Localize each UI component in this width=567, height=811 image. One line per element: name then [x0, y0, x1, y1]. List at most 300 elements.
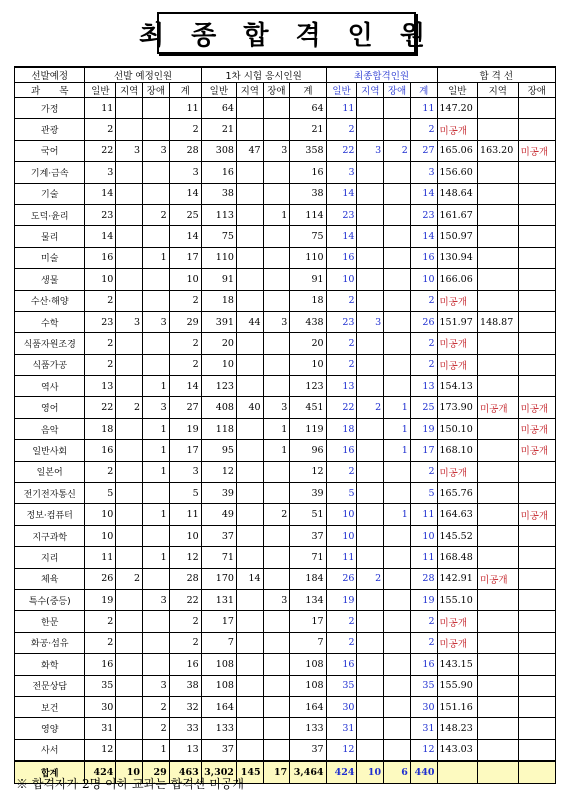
selection-cell: 1 — [143, 247, 170, 268]
title-box — [139, 12, 434, 54]
passed-cell — [384, 739, 411, 761]
selection-cell: 14 — [169, 376, 201, 397]
cutoff-cell — [478, 461, 519, 482]
table-row — [15, 632, 556, 653]
passed-cell: 10 — [326, 504, 357, 525]
selection-cell: 16 — [169, 654, 201, 675]
passed-cell: 22 — [326, 397, 357, 418]
cutoff-cell — [478, 269, 519, 290]
cutoff-cell — [478, 739, 519, 761]
applicant-cell: 12 — [290, 461, 326, 482]
table-row — [15, 98, 556, 119]
selection-cell: 23 — [85, 204, 116, 225]
subject-cell: 정보·컴퓨터 — [15, 504, 85, 525]
passed-cell — [384, 376, 411, 397]
applicant-cell: 3 — [263, 140, 290, 161]
selection-cell: 16 — [85, 247, 116, 268]
applicant-cell: 95 — [201, 440, 236, 461]
selection-cell: 10 — [169, 525, 201, 546]
passed-cell: 11 — [326, 547, 357, 568]
passed-cell — [357, 461, 384, 482]
passed-cell: 16 — [326, 247, 357, 268]
selection-cell — [116, 632, 143, 653]
passed-cell: 11 — [410, 98, 437, 119]
passed-cell: 2 — [410, 354, 437, 375]
table-row — [15, 269, 556, 290]
applicant-cell — [236, 547, 263, 568]
sub-header-cell: 일반 — [437, 83, 478, 98]
cutoff-cell — [478, 483, 519, 504]
passed-cell: 13 — [326, 376, 357, 397]
applicant-cell: 7 — [290, 632, 326, 653]
cutoff-cell — [478, 589, 519, 610]
cutoff-cell — [478, 204, 519, 225]
applicant-cell — [263, 226, 290, 247]
cutoff-cell: 165.06 — [437, 140, 478, 161]
subject-cell: 보건 — [15, 696, 85, 717]
passed-cell: 2 — [410, 461, 437, 482]
selection-cell: 3 — [143, 140, 170, 161]
applicant-cell: 110 — [290, 247, 326, 268]
subject-cell: 관광 — [15, 119, 85, 140]
passed-cell: 31 — [326, 718, 357, 739]
passed-cell: 14 — [326, 183, 357, 204]
passed-cell — [357, 611, 384, 632]
cutoff-cell — [478, 611, 519, 632]
applicant-cell: 38 — [201, 183, 236, 204]
passed-cell: 23 — [326, 204, 357, 225]
applicant-cell: 164 — [290, 696, 326, 717]
applicant-cell: 184 — [290, 568, 326, 589]
applicant-cell: 408 — [201, 397, 236, 418]
applicant-cell — [236, 119, 263, 140]
applicant-cell — [263, 333, 290, 354]
passed-cell — [357, 162, 384, 183]
applicant-cell — [263, 354, 290, 375]
passed-cell: 3 — [357, 140, 384, 161]
passed-cell — [357, 547, 384, 568]
passed-cell: 19 — [410, 589, 437, 610]
cutoff-cell — [518, 718, 555, 739]
applicant-cell — [263, 461, 290, 482]
passed-cell: 2 — [384, 140, 411, 161]
applicant-cell: 17 — [290, 611, 326, 632]
cutoff-cell: 168.48 — [437, 547, 478, 568]
applicant-cell: 113 — [201, 204, 236, 225]
applicant-cell: 3 — [263, 311, 290, 332]
results-table — [14, 66, 556, 784]
selection-cell: 3 — [143, 397, 170, 418]
subject-cell: 일반사회 — [15, 440, 85, 461]
selection-cell: 30 — [85, 696, 116, 717]
cutoff-cell — [478, 333, 519, 354]
selection-cell: 22 — [85, 397, 116, 418]
subject-cell: 화공·섬유 — [15, 632, 85, 653]
total-label: 합계 — [15, 761, 85, 783]
selection-cell — [143, 568, 170, 589]
passed-cell — [357, 632, 384, 653]
subject-cell: 물리 — [15, 226, 85, 247]
selection-cell: 3 — [116, 311, 143, 332]
selection-cell: 3 — [169, 461, 201, 482]
cutoff-cell — [518, 98, 555, 119]
applicant-cell: 108 — [201, 675, 236, 696]
cutoff-cell: 미공개 — [437, 632, 478, 653]
selection-cell — [143, 98, 170, 119]
passed-cell: 23 — [410, 204, 437, 225]
passed-cell: 13 — [410, 376, 437, 397]
selection-cell — [116, 739, 143, 761]
cutoff-cell — [478, 654, 519, 675]
applicant-cell: 308 — [201, 140, 236, 161]
table-row — [15, 226, 556, 247]
total-applicant-cell: 3,464 — [290, 761, 326, 783]
applicant-cell: 64 — [201, 98, 236, 119]
footnote: ※ 합격자가 2명 이하 교과는 합격선 미공개 — [16, 777, 244, 791]
cutoff-cell: 151.97 — [437, 311, 478, 332]
applicant-cell: 38 — [290, 183, 326, 204]
table-row — [15, 547, 556, 568]
sub-header-cell: 계 — [290, 83, 326, 98]
cutoff-cell — [518, 632, 555, 653]
cutoff-cell — [478, 226, 519, 247]
passed-cell: 12 — [410, 739, 437, 761]
subject-cell: 사서 — [15, 739, 85, 761]
passed-cell — [384, 311, 411, 332]
selection-cell: 2 — [116, 397, 143, 418]
passed-cell — [357, 483, 384, 504]
applicant-cell — [236, 333, 263, 354]
applicant-cell: 49 — [201, 504, 236, 525]
selection-cell: 1 — [143, 461, 170, 482]
total-applicant-cell: 17 — [263, 761, 290, 783]
passed-cell: 26 — [326, 568, 357, 589]
passed-cell — [357, 183, 384, 204]
selection-cell — [116, 525, 143, 546]
subject-cell: 국어 — [15, 140, 85, 161]
passed-cell — [357, 247, 384, 268]
selection-cell — [143, 333, 170, 354]
passed-cell: 2 — [410, 333, 437, 354]
selection-cell — [116, 98, 143, 119]
applicant-cell: 18 — [201, 290, 236, 311]
table-row — [15, 589, 556, 610]
passed-cell — [357, 718, 384, 739]
selection-cell — [116, 162, 143, 183]
table-row — [15, 418, 556, 439]
applicant-cell — [236, 98, 263, 119]
passed-cell: 30 — [326, 696, 357, 717]
selection-cell — [143, 162, 170, 183]
selection-cell — [143, 354, 170, 375]
passed-cell: 2 — [326, 119, 357, 140]
selection-cell — [143, 269, 170, 290]
selection-cell: 10 — [85, 525, 116, 546]
table-row — [15, 354, 556, 375]
cutoff-cell: 미공개 — [437, 333, 478, 354]
applicant-cell: 3 — [263, 397, 290, 418]
passed-cell — [384, 183, 411, 204]
passed-cell: 19 — [410, 418, 437, 439]
selection-cell: 16 — [85, 440, 116, 461]
cutoff-cell: 143.03 — [437, 739, 478, 761]
passed-cell: 11 — [410, 504, 437, 525]
selection-cell: 18 — [85, 418, 116, 439]
selection-cell: 29 — [169, 311, 201, 332]
subject-cell: 수학 — [15, 311, 85, 332]
passed-cell: 31 — [410, 718, 437, 739]
passed-cell — [384, 204, 411, 225]
selection-cell: 11 — [169, 98, 201, 119]
applicant-cell: 12 — [201, 461, 236, 482]
passed-cell — [384, 247, 411, 268]
passed-cell — [384, 589, 411, 610]
applicant-cell — [263, 547, 290, 568]
passed-cell — [357, 98, 384, 119]
selection-cell — [143, 483, 170, 504]
sub-header-cell: 일반 — [85, 83, 116, 98]
selection-cell: 27 — [169, 397, 201, 418]
applicant-cell: 1 — [263, 418, 290, 439]
passed-cell: 11 — [326, 98, 357, 119]
cutoff-cell: 143.15 — [437, 654, 478, 675]
cutoff-cell: 155.10 — [437, 589, 478, 610]
selection-cell: 31 — [85, 718, 116, 739]
selection-cell — [116, 204, 143, 225]
cutoff-cell — [518, 589, 555, 610]
applicant-cell: 358 — [290, 140, 326, 161]
selection-cell: 2 — [85, 119, 116, 140]
applicant-cell — [263, 483, 290, 504]
passed-cell — [384, 654, 411, 675]
cutoff-cell: 미공개 — [437, 354, 478, 375]
selection-cell — [116, 418, 143, 439]
applicant-cell: 164 — [201, 696, 236, 717]
cutoff-cell: 173.90 — [437, 397, 478, 418]
selection-cell — [116, 611, 143, 632]
sub-header-cell: 장애 — [263, 83, 290, 98]
selection-cell: 2 — [169, 119, 201, 140]
applicant-cell — [263, 568, 290, 589]
selection-cell: 10 — [85, 504, 116, 525]
table-row — [15, 397, 556, 418]
table-row — [15, 739, 556, 761]
passed-cell: 35 — [326, 675, 357, 696]
cutoff-cell — [518, 290, 555, 311]
cutoff-cell — [518, 269, 555, 290]
cutoff-cell — [478, 675, 519, 696]
selection-cell: 2 — [85, 611, 116, 632]
total-selection-cell: 29 — [143, 761, 170, 783]
passed-cell: 2 — [326, 290, 357, 311]
applicant-cell: 17 — [201, 611, 236, 632]
subject-cell: 기계·금속 — [15, 162, 85, 183]
cutoff-cell: 미공개 — [518, 440, 555, 461]
passed-cell: 2 — [326, 461, 357, 482]
passed-cell — [384, 333, 411, 354]
cutoff-cell — [518, 247, 555, 268]
selection-cell: 22 — [85, 140, 116, 161]
selection-cell — [116, 183, 143, 204]
passed-cell — [384, 162, 411, 183]
cutoff-cell — [518, 461, 555, 482]
total-passed-cell: 10 — [357, 761, 384, 783]
cutoff-cell: 미공개 — [437, 611, 478, 632]
applicant-cell: 39 — [201, 483, 236, 504]
cutoff-cell: 165.76 — [437, 483, 478, 504]
total-cutoff-cell — [437, 761, 478, 783]
total-applicant-cell: 145 — [236, 761, 263, 783]
applicant-cell: 91 — [201, 269, 236, 290]
selection-cell: 11 — [169, 504, 201, 525]
cutoff-cell — [478, 183, 519, 204]
cutoff-cell — [518, 525, 555, 546]
selection-cell: 14 — [85, 226, 116, 247]
applicant-cell: 10 — [201, 354, 236, 375]
applicant-cell: 16 — [201, 162, 236, 183]
applicant-cell: 1 — [263, 440, 290, 461]
applicant-cell — [236, 483, 263, 504]
table-body — [15, 98, 556, 784]
subject-cell: 영어 — [15, 397, 85, 418]
applicant-cell: 51 — [290, 504, 326, 525]
subject-cell: 화학 — [15, 654, 85, 675]
applicant-cell: 170 — [201, 568, 236, 589]
applicant-cell — [263, 718, 290, 739]
applicant-cell: 114 — [290, 204, 326, 225]
passed-cell: 3 — [357, 311, 384, 332]
passed-cell: 3 — [410, 162, 437, 183]
selection-cell: 17 — [169, 247, 201, 268]
subject-cell: 식품가공 — [15, 354, 85, 375]
cutoff-cell: 미공개 — [518, 140, 555, 161]
selection-cell — [116, 718, 143, 739]
cutoff-cell: 미공개 — [518, 397, 555, 418]
selection-cell: 10 — [169, 269, 201, 290]
selection-cell — [116, 247, 143, 268]
applicant-cell — [263, 183, 290, 204]
passed-cell: 23 — [326, 311, 357, 332]
selection-cell: 19 — [85, 589, 116, 610]
table-row — [15, 440, 556, 461]
selection-cell — [116, 376, 143, 397]
total-cutoff-cell — [478, 761, 519, 783]
applicant-cell — [236, 718, 263, 739]
applicant-cell — [263, 654, 290, 675]
passed-cell: 28 — [410, 568, 437, 589]
passed-cell — [357, 226, 384, 247]
passed-cell — [384, 354, 411, 375]
applicant-cell — [236, 461, 263, 482]
selection-cell: 2 — [85, 333, 116, 354]
selection-cell: 2 — [143, 204, 170, 225]
passed-cell: 10 — [410, 525, 437, 546]
group-header-passed: 최종합격인원 — [326, 67, 437, 83]
passed-cell — [357, 204, 384, 225]
total-passed-cell: 440 — [410, 761, 437, 783]
cutoff-cell — [478, 162, 519, 183]
group-header-cutoff: 합 격 선 — [437, 67, 556, 83]
applicant-cell: 108 — [201, 654, 236, 675]
passed-cell: 2 — [326, 611, 357, 632]
selection-cell — [116, 440, 143, 461]
applicant-cell: 10 — [290, 354, 326, 375]
passed-cell — [384, 568, 411, 589]
selection-cell — [116, 483, 143, 504]
passed-cell: 2 — [357, 397, 384, 418]
title-area — [0, 0, 567, 62]
applicant-cell: 133 — [201, 718, 236, 739]
cutoff-cell — [478, 718, 519, 739]
cutoff-cell: 148.87 — [478, 311, 519, 332]
cutoff-cell — [478, 418, 519, 439]
cutoff-cell: 미공개 — [437, 290, 478, 311]
selection-cell: 2 — [85, 354, 116, 375]
cutoff-cell — [518, 376, 555, 397]
passed-cell — [357, 696, 384, 717]
selection-cell: 13 — [169, 739, 201, 761]
cutoff-cell — [518, 226, 555, 247]
table-row — [15, 718, 556, 739]
applicant-cell — [236, 269, 263, 290]
table-row — [15, 247, 556, 268]
passed-cell: 14 — [410, 226, 437, 247]
total-applicant-cell: 3,302 — [201, 761, 236, 783]
subject-cell: 역사 — [15, 376, 85, 397]
sub-header-cell: 장애 — [143, 83, 170, 98]
applicant-cell: 18 — [290, 290, 326, 311]
passed-cell — [384, 269, 411, 290]
applicant-cell: 21 — [290, 119, 326, 140]
applicant-cell — [236, 611, 263, 632]
passed-cell: 35 — [410, 675, 437, 696]
passed-cell: 1 — [384, 418, 411, 439]
selection-cell: 10 — [85, 269, 116, 290]
cutoff-cell — [518, 611, 555, 632]
cutoff-cell — [478, 696, 519, 717]
selection-cell: 14 — [169, 226, 201, 247]
applicant-cell: 14 — [236, 568, 263, 589]
selection-cell: 12 — [169, 547, 201, 568]
selection-cell: 14 — [85, 183, 116, 204]
applicant-cell — [263, 290, 290, 311]
cutoff-cell — [518, 162, 555, 183]
table-row — [15, 290, 556, 311]
applicant-cell — [263, 611, 290, 632]
total-passed-cell: 424 — [326, 761, 357, 783]
selection-cell — [143, 632, 170, 653]
table-row — [15, 162, 556, 183]
applicant-cell — [236, 589, 263, 610]
selection-cell: 5 — [85, 483, 116, 504]
selection-cell: 19 — [169, 418, 201, 439]
subject-cell: 특수(중등) — [15, 589, 85, 610]
selection-cell — [143, 525, 170, 546]
applicant-cell — [263, 247, 290, 268]
applicant-cell — [263, 525, 290, 546]
table-row — [15, 675, 556, 696]
selection-cell — [116, 333, 143, 354]
selection-cell: 1 — [143, 418, 170, 439]
page-title: 최 종 합 격 인 원 — [139, 20, 434, 51]
cutoff-cell: 145.52 — [437, 525, 478, 546]
passed-cell — [357, 354, 384, 375]
applicant-cell: 391 — [201, 311, 236, 332]
selection-cell: 3 — [116, 140, 143, 161]
table-row — [15, 119, 556, 140]
passed-cell — [384, 718, 411, 739]
passed-cell: 2 — [326, 333, 357, 354]
